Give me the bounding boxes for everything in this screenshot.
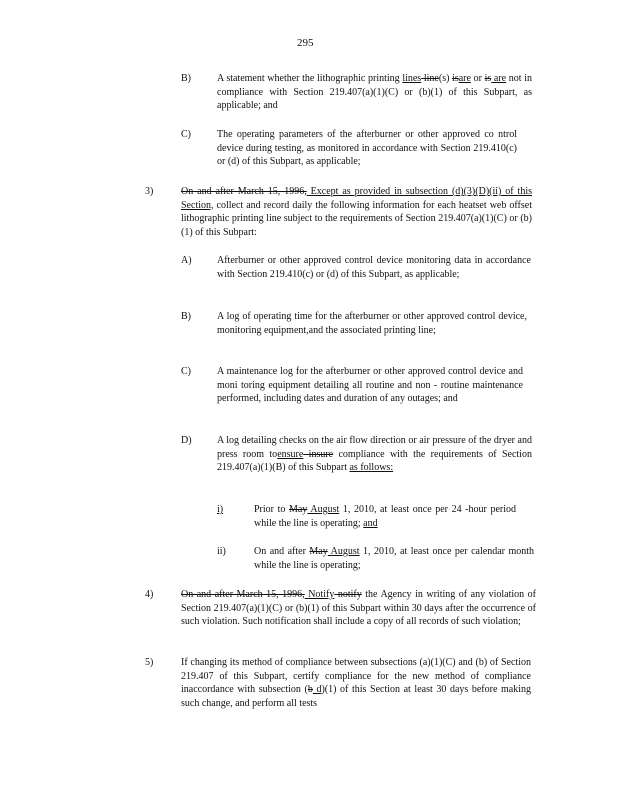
item-label-b: B) (181, 311, 191, 322)
item-label-4: 4) (145, 589, 154, 600)
item-label-d: D) (181, 435, 192, 446)
item-label-c: C) (181, 366, 191, 377)
paragraph-c-operating-parameters: The operating parameters of the afterburner or other approved co ntrol device during testing, as monitored in accordance with Section 219.410(c) or (d) of this Subpart, as applicable; (217, 129, 517, 168)
paragraph-4-notify-agency: On and after March 15, 1996, Notify notify the Agency in writing of any violation of Section 219.407(a)(1)(C) or (b)(1) of this Subpart within 30 days after the occurrence of such violation. Such notification shall include a copy of all records of such violation; (181, 589, 537, 628)
paragraph-3-daily-records: On and after March 15, 1996, Except as provided in subsection (d)(3)(D)(ii) of this Section, collect and record daily the following information for each heatset web offset lithographic printing line subject to the requirements of Section 219.407(a)(1)(C) or (b)(1) of this Subpart: (181, 186, 533, 238)
paragraph-i-prior-to-august: Prior to May August 1, 2010, at least once per 24 -hour period while the line is operating; and (254, 504, 516, 529)
item-label-a: A) (181, 255, 192, 266)
paragraph-b-statement: A statement whether the lithographic printing lines line(s) isare or is are not in compliance with Section 219.407(a)(1)(C) or (b)(1) of this Subpart, as applicable; and (217, 73, 532, 112)
item-label-i: i) (217, 504, 224, 515)
page-number: 295 (297, 37, 314, 49)
item-label-c: C) (181, 129, 191, 140)
paragraph-c-maintenance-log: A maintenance log for the afterburner or other approved control device and moni toring equipment detailing all routine and non - routine maintenance performed, including dates and duration of any outages; and (217, 366, 523, 405)
item-label-ii: ii) (217, 546, 226, 557)
item-label-b: B) (181, 73, 191, 84)
paragraph-ii-on-and-after-august: On and after May August 1, 2010, at least once per calendar month while the line is operating; (254, 546, 534, 571)
paragraph-5-change-compliance: If changing its method of compliance between subsections (a)(1)(C) and (b) of Section 219.407 of this Subpart, certify compliance for the new method of compliance inaccordance with subsection (b d)(1) of this Section at least 30 days before making such change, and perform all tests (181, 657, 532, 709)
paragraph-a-afterburner-data: Afterburner or other approved control device monitoring data in accordance with Section 219.410(c) or (d) of this Subpart, as applicable; (217, 255, 531, 280)
item-label-5: 5) (145, 657, 154, 668)
paragraph-d-air-flow-log: A log detailing checks on the air flow direction or air pressure of the dryer and press room toensure insure compliance with the requirements of Section 219.407(a)(1)(B) of this Subpart as follows: (217, 435, 532, 474)
item-label-3: 3) (145, 186, 154, 197)
paragraph-b-operating-log: A log of operating time for the afterburner or other approved control device, monitoring equipment,and the associated printing line; (217, 311, 527, 336)
